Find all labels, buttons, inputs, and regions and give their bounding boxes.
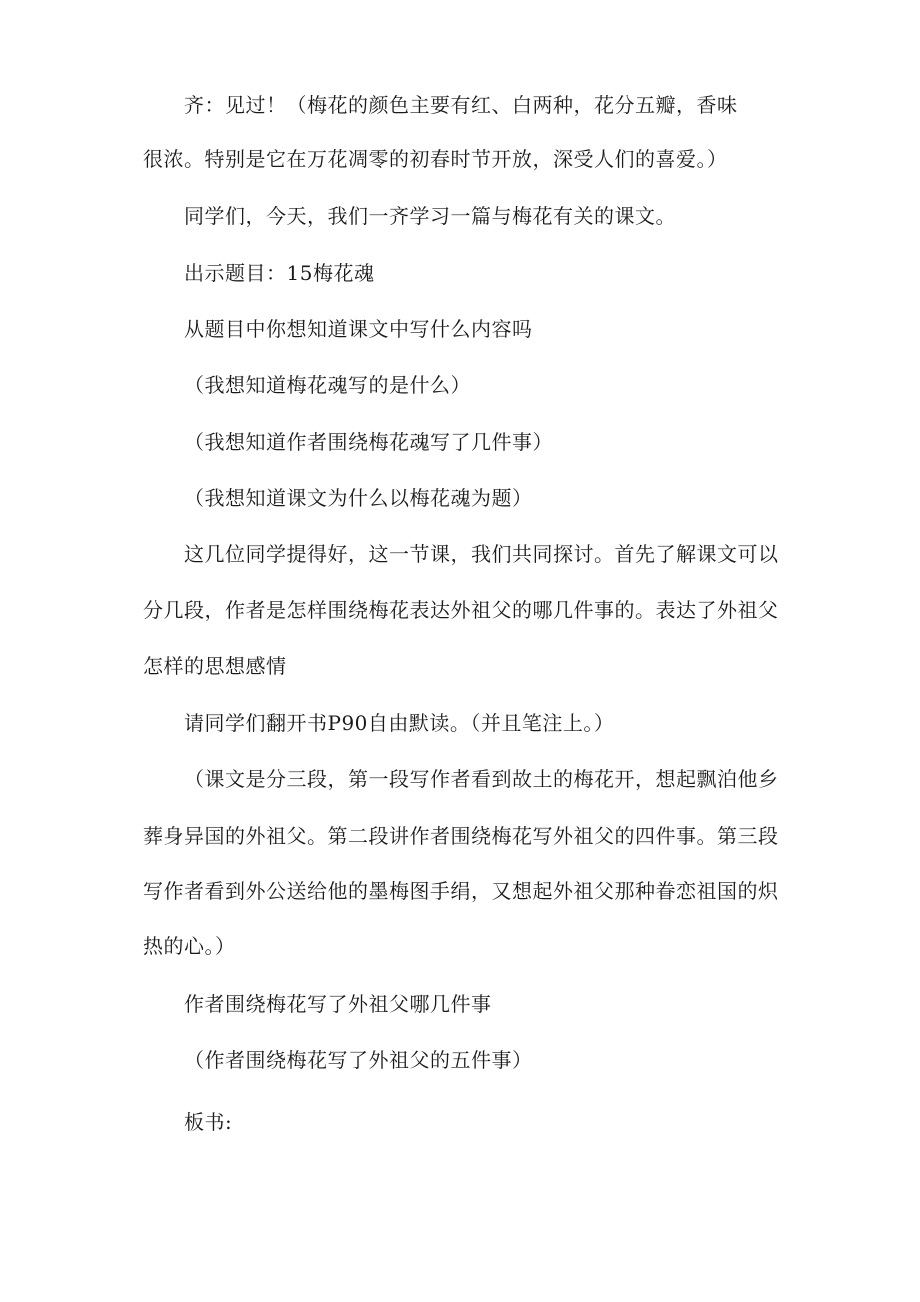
- text-line-11: 怎样的思想感情: [143, 654, 287, 678]
- text-line-3: 同学们，今天，我们一齐学习一篇与梅花有关的课文。: [184, 204, 676, 228]
- text-line-14: 葬身异国的外祖父。第二段讲作者围绕梅花写外祖父的四件事。第三段: [143, 824, 779, 848]
- text-line-12: 请同学们翻开书P90自由默读。（并且笔注上。）: [184, 711, 615, 735]
- text-line-9: 这几位同学提得好，这一节课，我们共同探讨。首先了解课文可以: [184, 542, 779, 566]
- text-line-4: 出示题目：15梅花魂: [184, 261, 375, 285]
- text-line-10: 分几段，作者是怎样围绕梅花表达外祖父的哪几件事的。表达了外祖父: [143, 598, 779, 622]
- text-line-5: 从题目中你想知道课文中写什么内容吗: [184, 317, 533, 341]
- text-line-7: （我想知道作者围绕梅花魂写了几件事）: [184, 430, 553, 454]
- text-line-13: （课文是分三段，第一段写作者看到故土的梅花开，想起飘泊他乡: [184, 767, 779, 791]
- text-line-2: 很浓。特别是它在万花凋零的初春时节开放，深受人们的喜爱。）: [143, 147, 728, 171]
- text-line-17: 作者围绕梅花写了外祖父哪几件事: [184, 992, 492, 1016]
- text-line-6: （我想知道梅花魂写的是什么）: [184, 373, 471, 397]
- text-line-16: 热的心。）: [143, 934, 236, 958]
- text-line-18: （作者围绕梅花写了外祖父的五件事）: [184, 1048, 533, 1072]
- text-line-1: 齐：见过！（梅花的颜色主要有红、白两种，花分五瓣，香味: [184, 93, 738, 117]
- text-line-19: 板书:: [184, 1110, 233, 1134]
- text-line-15: 写作者看到外公送给他的墨梅图手绢，又想起外祖父那种眷恋祖国的炽: [143, 879, 779, 903]
- text-line-8: （我想知道课文为什么以梅花魂为题）: [184, 486, 533, 510]
